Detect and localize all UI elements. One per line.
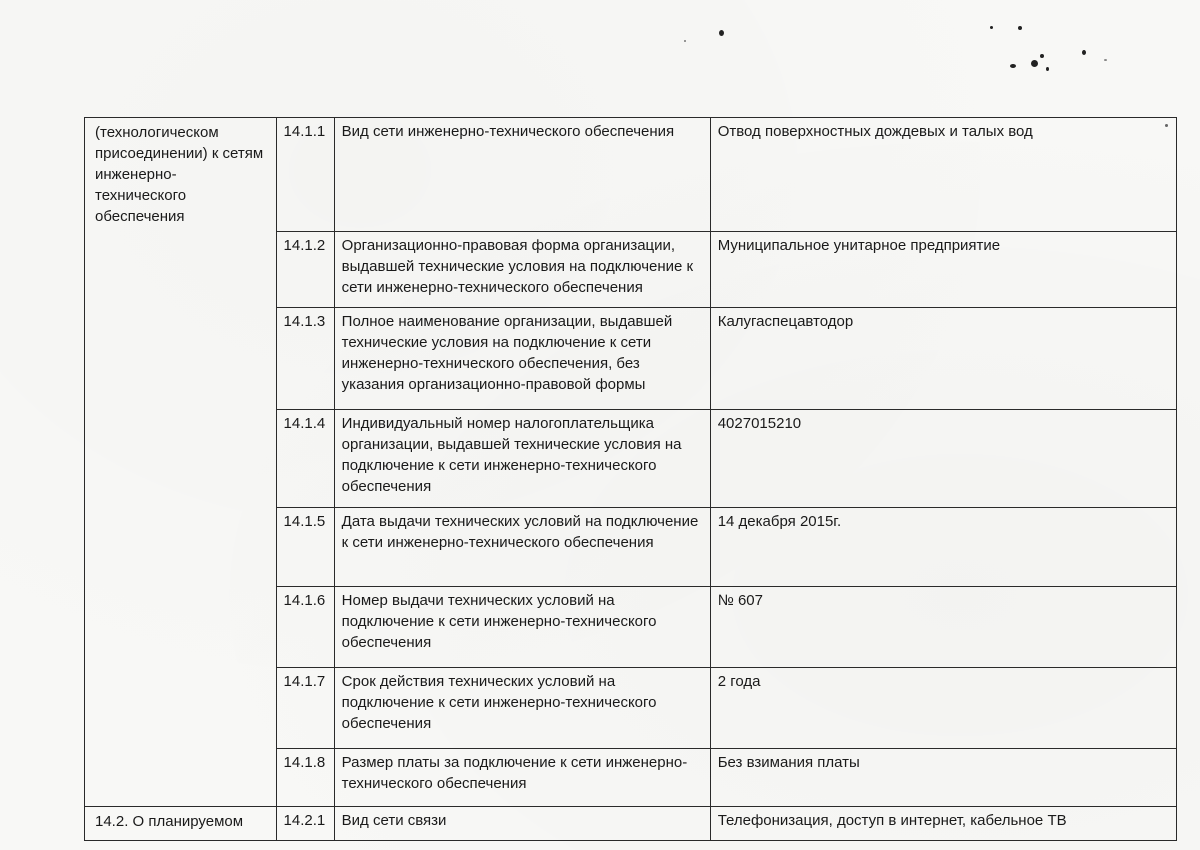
row-name: Срок действия технических условий на подключение к сети инженерно-технического обеспечения [334,667,710,748]
row-value: 4027015210 [710,409,1176,507]
section-title: 14.2. О планируемом [95,812,244,830]
scan-speck [1010,64,1016,68]
scan-speck [1031,60,1038,67]
table-row [85,507,1177,586]
scan-speck [1040,54,1044,58]
section-continuation-cell [85,231,277,307]
table-row [85,118,1177,232]
row-code: 14.1.3 [276,307,334,409]
row-name: Организационно-правовая форма организации, выдавшей технические условия на подключение к сети инженерно-технического обеспечения [334,231,710,307]
row-value: 2 года [710,667,1176,748]
row-value: Телефонизация, доступ в интернет, кабельное ТВ [710,806,1176,840]
table-row [85,586,1177,667]
scan-speck [990,26,993,29]
row-code: 14.1.5 [276,507,334,586]
scan-speck [684,40,686,42]
section-continuation-cell [85,409,277,507]
row-name: Номер выдачи технических условий на подключение к сети инженерно-технического обеспечения [334,586,710,667]
table-row [85,409,1177,507]
section-continuation-cell [85,507,277,586]
scan-speck [1018,26,1022,30]
section-title-cell [85,806,277,840]
section-continuation-cell [85,307,277,409]
table-row [85,307,1177,409]
row-value: 14 декабря 2015г. [710,507,1176,586]
row-name: Размер платы за подключение к сети инженерно-технического обеспечения [334,748,710,806]
table-row [85,806,1177,840]
section-title-cell [85,118,277,232]
row-code: 14.2.1 [276,806,334,840]
requirements-table [84,117,1177,841]
section-continuation-cell [85,748,277,806]
row-value: Отвод поверхностных дождевых и талых вод [710,118,1176,232]
table-row [85,748,1177,806]
row-name: Полное наименование организации, выдавшей технические условия на подключение к сети инженерно-технического обеспечения, без указания организационно-правовой формы [334,307,710,409]
row-name: Вид сети связи [334,806,710,840]
scan-speck [1104,59,1107,61]
row-value: Без взимания платы [710,748,1176,806]
row-code: 14.1.8 [276,748,334,806]
row-name: Вид сети инженерно-технического обеспечения [334,118,710,232]
row-name: Дата выдачи технических условий на подключение к сети инженерно-технического обеспечения [334,507,710,586]
scan-speck [719,30,724,36]
scan-speck [1082,50,1086,55]
section-title: (технологическом присоединении) к сетям инженерно-технического обеспечения [95,124,264,225]
row-code: 14.1.2 [276,231,334,307]
table-row [85,667,1177,748]
row-value: Калугаспецавтодор [710,307,1176,409]
row-name: Индивидуальный номер налогоплательщика организации, выдавшей технические условия на подключение к сети инженерно-технического обеспечения [334,409,710,507]
section-continuation-cell [85,586,277,667]
table-row [85,231,1177,307]
section-continuation-cell [85,667,277,748]
row-code: 14.1.6 [276,586,334,667]
row-code: 14.1.4 [276,409,334,507]
row-value: Муниципальное унитарное предприятие [710,231,1176,307]
row-value: № 607 [710,586,1176,667]
row-code: 14.1.1 [276,118,334,232]
scan-speck [1046,67,1049,71]
row-code: 14.1.7 [276,667,334,748]
